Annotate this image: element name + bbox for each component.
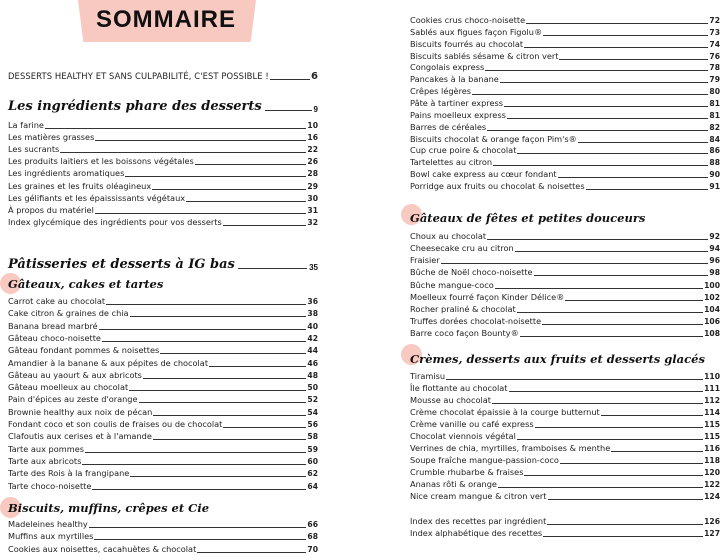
toc-entry-page: 96	[709, 256, 720, 266]
toc-entry-page: 120	[704, 467, 720, 477]
dot-leader	[106, 304, 306, 305]
toc-entry-page: 54	[307, 407, 318, 417]
toc-entry[interactable]	[8, 344, 318, 356]
toc-entry-page: 115	[704, 431, 720, 441]
dot-leader	[504, 106, 708, 107]
toc-entry-page: 10	[307, 121, 318, 130]
toc-entry-page: 26	[307, 157, 318, 167]
toc-entry-page: 122	[704, 479, 720, 489]
toc-entry-page: 110	[704, 372, 720, 381]
toc-entry-page: 126	[704, 517, 720, 526]
dot-leader	[517, 439, 703, 440]
toc-entry-label: Amandier à la banane & aux pépites de chocolat	[8, 357, 209, 368]
dot-leader	[129, 390, 306, 391]
toc-entry-label: Cake citron & graines de chia	[8, 308, 129, 319]
toc-entry-label: Ananas rôti & orange	[410, 478, 497, 489]
section-heading-page: 9	[313, 105, 318, 114]
toc-entry[interactable]	[410, 26, 720, 38]
toc-entry-label: Bowl cake express au cœur fondant	[410, 169, 557, 180]
toc-entry-page: 79	[709, 75, 720, 85]
toc-entry-label: Les graines et les fruits oléagineux	[8, 180, 152, 191]
dot-leader	[153, 439, 307, 440]
toc-entry[interactable]	[8, 332, 318, 344]
page-title: SOMMAIRE	[96, 6, 236, 33]
toc-entry[interactable]	[410, 61, 720, 73]
dot-leader	[446, 379, 703, 380]
toc-entry[interactable]	[8, 443, 318, 455]
toc-entry-label: Bûche mangue-coco	[410, 279, 494, 290]
dot-leader	[565, 300, 703, 301]
dot-leader	[548, 499, 704, 500]
toc-entry[interactable]	[8, 393, 318, 405]
toc-entry-page: 66	[307, 520, 318, 529]
toc-entry-page: 88	[709, 158, 720, 168]
dot-leader	[95, 213, 307, 214]
toc-entry-page: 92	[709, 232, 720, 241]
toc-entry-page: 80	[709, 87, 720, 97]
toc-entry[interactable]	[8, 455, 318, 467]
dot-leader	[578, 142, 709, 143]
toc-entry[interactable]	[8, 430, 318, 442]
dot-leader	[526, 23, 708, 24]
toc-entry[interactable]	[8, 204, 318, 216]
toc-entry[interactable]	[8, 143, 318, 155]
toc-entry[interactable]	[410, 430, 720, 442]
toc-entry[interactable]	[410, 370, 720, 382]
dot-leader	[152, 189, 306, 190]
toc-entry[interactable]	[8, 418, 318, 430]
toc-entry-label: Index alphabétique des recettes	[410, 528, 543, 539]
toc-entry[interactable]	[410, 180, 720, 192]
toc-entry[interactable]	[410, 303, 720, 315]
toc-entry-label: Crème chocolat épaissie à la courge butternut	[410, 406, 600, 417]
toc-entry[interactable]	[410, 382, 720, 394]
toc-entry-label: Nice cream mangue & citron vert	[410, 490, 547, 501]
toc-entry-label: Soupe fraîche mangue-passion-coco	[410, 454, 559, 465]
toc-entry[interactable]	[410, 168, 720, 180]
dot-leader	[60, 152, 306, 153]
toc-entry-label: Choux au chocolat	[410, 231, 487, 241]
dot-leader	[89, 527, 307, 528]
dot-leader	[509, 391, 704, 392]
toc-entry[interactable]	[8, 295, 318, 307]
toc-entry-label: Cup crue poire & chocolat	[410, 145, 517, 156]
toc-entry[interactable]	[410, 97, 720, 109]
toc-entry-page: 76	[709, 51, 720, 61]
subsection-heading-fetes: Gâteaux de fêtes et petites douceurs	[410, 211, 646, 225]
toc-entry-label: Mousse au chocolat	[410, 394, 491, 405]
toc-entry-page: 42	[307, 333, 318, 343]
dot-leader	[500, 82, 709, 83]
toc-entry-page: 124	[704, 491, 720, 501]
toc-entry-label: Sablés aux figues façon Figolu®	[410, 26, 543, 37]
toc-entry[interactable]	[8, 155, 318, 167]
dot-leader	[560, 463, 703, 464]
toc-entry-page: 74	[709, 39, 720, 49]
toc-entry-label: Tartelettes au citron	[410, 157, 493, 168]
subsection-heading-gateaux: Gâteaux, cakes et tartes	[8, 277, 164, 291]
toc-entry[interactable]	[8, 320, 318, 332]
toc-entry[interactable]	[8, 192, 318, 204]
toc-entry-label: Cheesecake cru au citron	[410, 243, 514, 254]
toc-entry-label: Truffes dorées chocolat-noisette	[410, 316, 542, 327]
toc-entry-page: 115	[704, 419, 720, 429]
toc-entry[interactable]	[8, 480, 318, 492]
dot-leader	[498, 487, 703, 488]
toc-entry-page: 81	[709, 110, 720, 120]
toc-entry-label: Biscuits fourrés au chocolat	[410, 38, 524, 49]
toc-entry[interactable]	[410, 133, 720, 145]
toc-entry-page: 46	[307, 358, 318, 368]
toc-entry[interactable]	[8, 467, 318, 479]
toc-entry[interactable]	[410, 454, 720, 466]
toc-entry[interactable]	[410, 490, 720, 502]
toc-entry-label: Les sucrants	[8, 144, 60, 155]
dot-leader	[143, 378, 306, 379]
toc-entry-label: Gâteau fondant pommes & noisettes	[8, 345, 160, 356]
toc-entry-page: 84	[709, 134, 720, 144]
toc-entry-page: 60	[307, 456, 318, 466]
toc-entry[interactable]	[8, 518, 318, 530]
subsection-heading-biscuits: Biscuits, muffins, crêpes et Cie	[8, 501, 210, 515]
toc-entry-page: 108	[704, 329, 720, 339]
toc-entry-page: 48	[307, 370, 318, 380]
toc-entry-label: Crème vanille ou café express	[410, 418, 534, 429]
section-heading-page: 35	[309, 263, 318, 272]
toc-entry-label: Cookies aux noisettes, cacahuètes & chocolat	[8, 543, 197, 554]
dot-leader	[102, 341, 306, 342]
dot-leader	[517, 153, 708, 154]
toc-entry[interactable]	[8, 357, 318, 369]
toc-entry[interactable]	[410, 291, 720, 303]
toc-entry-label: Tiramisu	[410, 371, 446, 381]
toc-entry[interactable]	[8, 369, 318, 381]
dot-leader	[45, 128, 306, 129]
toc-entry-label: Muffins aux myrtilles	[8, 531, 94, 542]
toc-entry-label: Tarte choco-noisette	[8, 480, 92, 491]
toc-entry-page: 32	[307, 217, 318, 227]
toc-entry-page: 102	[704, 292, 720, 302]
toc-entry-label: Madeleines healthy	[8, 519, 88, 529]
toc-entry[interactable]	[410, 515, 720, 527]
toc-entry-label: Chocolat viennois végétal	[410, 430, 516, 441]
toc-entry-label: Île flottante au chocolat	[410, 382, 508, 393]
toc-entry[interactable]	[410, 73, 720, 85]
toc-entry-label: Fondant coco et son coulis de fraises ou de chocolat	[8, 419, 223, 429]
toc-entry[interactable]	[410, 38, 720, 50]
toc-entry[interactable]	[410, 478, 720, 490]
toc-entry[interactable]	[8, 307, 318, 319]
toc-entry-page: 72	[709, 16, 720, 25]
toc-entry-page: 59	[307, 444, 318, 454]
toc-entry[interactable]	[410, 327, 720, 339]
dot-leader	[95, 140, 306, 141]
toc-entry[interactable]	[8, 131, 318, 143]
toc-entry[interactable]	[8, 530, 318, 542]
toc-entry[interactable]	[410, 242, 720, 254]
dot-leader	[130, 316, 307, 317]
toc-entry-page: 52	[307, 395, 318, 405]
dot-leader	[472, 94, 708, 95]
toc-entry-page: 38	[307, 309, 318, 319]
dot-leader	[197, 552, 306, 553]
dot-leader	[125, 176, 306, 177]
toc-entry-page: 104	[704, 304, 720, 314]
toc-entry-label: Tarte aux pommes	[8, 443, 84, 454]
dot-leader	[153, 415, 306, 416]
toc-entry-page: 82	[709, 122, 720, 132]
section-heading-ingredients[interactable]	[8, 96, 318, 114]
dot-leader	[270, 79, 310, 80]
dot-leader	[209, 366, 306, 367]
toc-entry-label: Biscuits sablés sésame & citron vert	[410, 50, 559, 61]
toc-entry[interactable]	[410, 254, 720, 266]
dot-leader	[492, 403, 703, 404]
toc-entry-intro[interactable]	[8, 70, 318, 82]
toc-entry-page: 94	[709, 244, 720, 254]
toc-entry-label: Verrines de chia, myrtilles, framboises & menthe	[410, 442, 611, 453]
toc-entry[interactable]	[410, 85, 720, 97]
toc-entry-page: 78	[709, 63, 720, 73]
toc-entry-label: Les produits laitiers et les boissons végétales	[8, 156, 194, 167]
toc-entry-label: Cookies crus choco-noisette	[410, 15, 526, 25]
toc-entry-label: Les ingrédients aromatiques	[8, 168, 125, 179]
toc-entry[interactable]	[410, 266, 720, 278]
toc-entry-page: 111	[704, 383, 720, 393]
section-heading-label: Pâtisseries et desserts à IG bas	[8, 257, 235, 272]
dot-leader	[586, 189, 709, 190]
toc-entry[interactable]	[8, 119, 318, 131]
dot-leader	[543, 536, 703, 537]
toc-entry-label: Bûche de Noël choco-noisette	[410, 267, 533, 278]
dot-leader	[223, 427, 306, 428]
toc-entry-page: 127	[704, 529, 720, 539]
toc-entry-page: 44	[307, 346, 318, 356]
dot-leader	[487, 239, 708, 240]
toc-entry-page: 16	[307, 133, 318, 143]
dot-leader	[82, 464, 306, 465]
dot-leader	[195, 164, 307, 165]
toc-entry[interactable]	[410, 315, 720, 327]
toc-entry-page: 70	[307, 544, 318, 554]
toc-entry[interactable]	[410, 109, 720, 121]
toc-entry-page: 29	[307, 181, 318, 191]
toc-entry-label: À propos du matériel	[8, 204, 94, 215]
toc-entry-page: 22	[307, 145, 318, 155]
toc-entry-page: 91	[709, 181, 720, 191]
toc-entry[interactable]	[410, 394, 720, 406]
toc-entry-page: 62	[307, 469, 318, 479]
dot-leader	[487, 130, 708, 131]
toc-entry[interactable]	[410, 466, 720, 478]
dot-leader	[139, 402, 307, 403]
toc-entry[interactable]	[410, 442, 720, 454]
toc-entry-page: 114	[704, 407, 720, 417]
toc-entry-label: Fraisier	[410, 255, 440, 266]
dot-leader	[543, 35, 708, 36]
dot-leader	[534, 275, 709, 276]
dot-leader	[515, 251, 709, 252]
toc-entry-label: Barres de céréales	[410, 121, 487, 132]
dot-leader	[186, 201, 306, 202]
toc-entry-page: 81	[709, 98, 720, 108]
toc-entry-label: Barre coco façon Bounty®	[410, 328, 519, 339]
toc-entry-label: Gâteau au yaourt & aux abricots	[8, 369, 142, 380]
toc-entry-label: Clafoutis aux cerises et à l'amande	[8, 431, 152, 442]
toc-entry-label: Pain d'épices au zeste d'orange	[8, 394, 138, 405]
toc-entry-label: Les matières grasses	[8, 132, 95, 143]
dot-leader	[92, 489, 306, 490]
toc-entry-page: 50	[307, 383, 318, 393]
dot-leader	[542, 324, 703, 325]
dot-leader	[611, 451, 703, 452]
toc-entry-label: DESSERTS HEALTHY ET SANS CULPABILITÉ, C'EST POSSIBLE !	[8, 71, 269, 81]
toc-entry-label: Gâteau choco-noisette	[8, 332, 101, 343]
dot-leader	[130, 476, 306, 477]
toc-entry-page: 86	[709, 146, 720, 156]
toc-entry[interactable]	[8, 406, 318, 418]
toc-entry[interactable]	[410, 279, 720, 291]
toc-entry-label: Pains moelleux express	[410, 109, 506, 120]
toc-entry-label: Pancakes à la banane	[410, 74, 499, 85]
toc-entry-page: 112	[704, 395, 720, 405]
dot-leader	[99, 329, 307, 330]
dot-leader	[238, 268, 307, 269]
dot-leader	[517, 312, 703, 313]
toc-entry[interactable]	[410, 50, 720, 62]
toc-entry-page: 116	[704, 443, 720, 453]
toc-entry-label: Brownie healthy aux noix de pécan	[8, 406, 153, 417]
toc-entry-label: Pâte à tartiner express	[410, 97, 504, 108]
dot-leader	[547, 524, 703, 525]
section-heading-patisseries[interactable]	[8, 254, 318, 272]
toc-entry[interactable]	[410, 156, 720, 168]
toc-entry[interactable]	[410, 121, 720, 133]
toc-entry-label: Index glycémique des ingrédients pour vos desserts	[8, 216, 222, 227]
toc-entry-page: 58	[307, 432, 318, 442]
toc-entry-label: Biscuits chocolat & orange façon Pim's®	[410, 133, 577, 144]
toc-entry[interactable]	[410, 527, 720, 539]
dot-leader	[160, 353, 306, 354]
toc-entry-label: La farine	[8, 120, 44, 130]
toc-entry-page: 30	[307, 193, 318, 203]
toc-entry-label: Index des recettes par ingrédient	[410, 516, 547, 526]
toc-entry-page: 31	[307, 205, 318, 215]
toc-entry[interactable]	[410, 14, 720, 26]
toc-entry-page: 28	[307, 169, 318, 179]
dot-leader	[558, 177, 709, 178]
toc-entry[interactable]	[8, 180, 318, 192]
toc-entry-label: Porridge aux fruits ou chocolat & noisettes	[410, 180, 585, 191]
toc-entry-page: 98	[709, 268, 720, 278]
toc-entry-label: Tarte aux abricots	[8, 455, 82, 466]
toc-entry[interactable]	[410, 418, 720, 430]
toc-entry-page: 40	[307, 321, 318, 331]
dot-leader	[85, 452, 306, 453]
dot-leader	[94, 539, 306, 540]
toc-entry-page: 6	[310, 71, 318, 82]
dot-leader	[265, 110, 312, 111]
toc-entry-label: Crumble rhubarbe & fraises	[410, 466, 524, 477]
dot-leader	[493, 165, 708, 166]
toc-entry-label: Les gélifiants et les épaississants végétaux	[8, 192, 186, 203]
toc-entry[interactable]	[410, 406, 720, 418]
toc-entry[interactable]	[8, 381, 318, 393]
toc-entry-label: Banana bread marbré	[8, 320, 98, 331]
dot-leader	[485, 70, 708, 71]
toc-entry[interactable]	[410, 230, 720, 242]
subsection-heading-cremes: Crèmes, desserts aux fruits et desserts glacés	[410, 352, 705, 366]
toc-entry-label: Congolais express	[410, 62, 485, 73]
dot-leader	[520, 336, 703, 337]
dot-leader	[535, 427, 704, 428]
toc-entry-label: Gâteau moelleux au chocolat	[8, 382, 129, 393]
dot-leader	[441, 263, 709, 264]
toc-entry-label: Moelleux fourré façon Kinder Délice®	[410, 291, 565, 302]
dot-leader	[524, 475, 703, 476]
toc-entry-page: 64	[307, 481, 318, 491]
toc-entry-label: Rocher praliné & chocolat	[410, 303, 516, 314]
dot-leader	[524, 47, 708, 48]
toc-entry[interactable]	[410, 144, 720, 156]
toc-entry-page: 36	[307, 297, 318, 306]
toc-entry-page: 100	[704, 280, 720, 290]
section-heading-label: Les ingrédients phare des desserts	[8, 99, 262, 114]
toc-entry-label: Crêpes légères	[410, 86, 472, 97]
dot-leader	[495, 288, 703, 289]
toc-entry-page: 68	[307, 532, 318, 542]
toc-entry-page: 90	[709, 170, 720, 180]
toc-entry-label: Carrot cake au chocolat	[8, 296, 106, 306]
toc-entry-page: 118	[704, 455, 720, 465]
toc-entry-page: 56	[307, 420, 318, 429]
toc-entry-label: Tarte des Rois à la frangipane	[8, 468, 130, 479]
dot-leader	[559, 59, 708, 60]
toc-entry-page: 73	[709, 27, 720, 37]
toc-entry[interactable]	[8, 216, 318, 228]
dot-leader	[223, 225, 307, 226]
dot-leader	[507, 118, 709, 119]
toc-entry-page: 106	[704, 317, 720, 327]
dot-leader	[601, 415, 703, 416]
toc-entry[interactable]	[8, 167, 318, 179]
